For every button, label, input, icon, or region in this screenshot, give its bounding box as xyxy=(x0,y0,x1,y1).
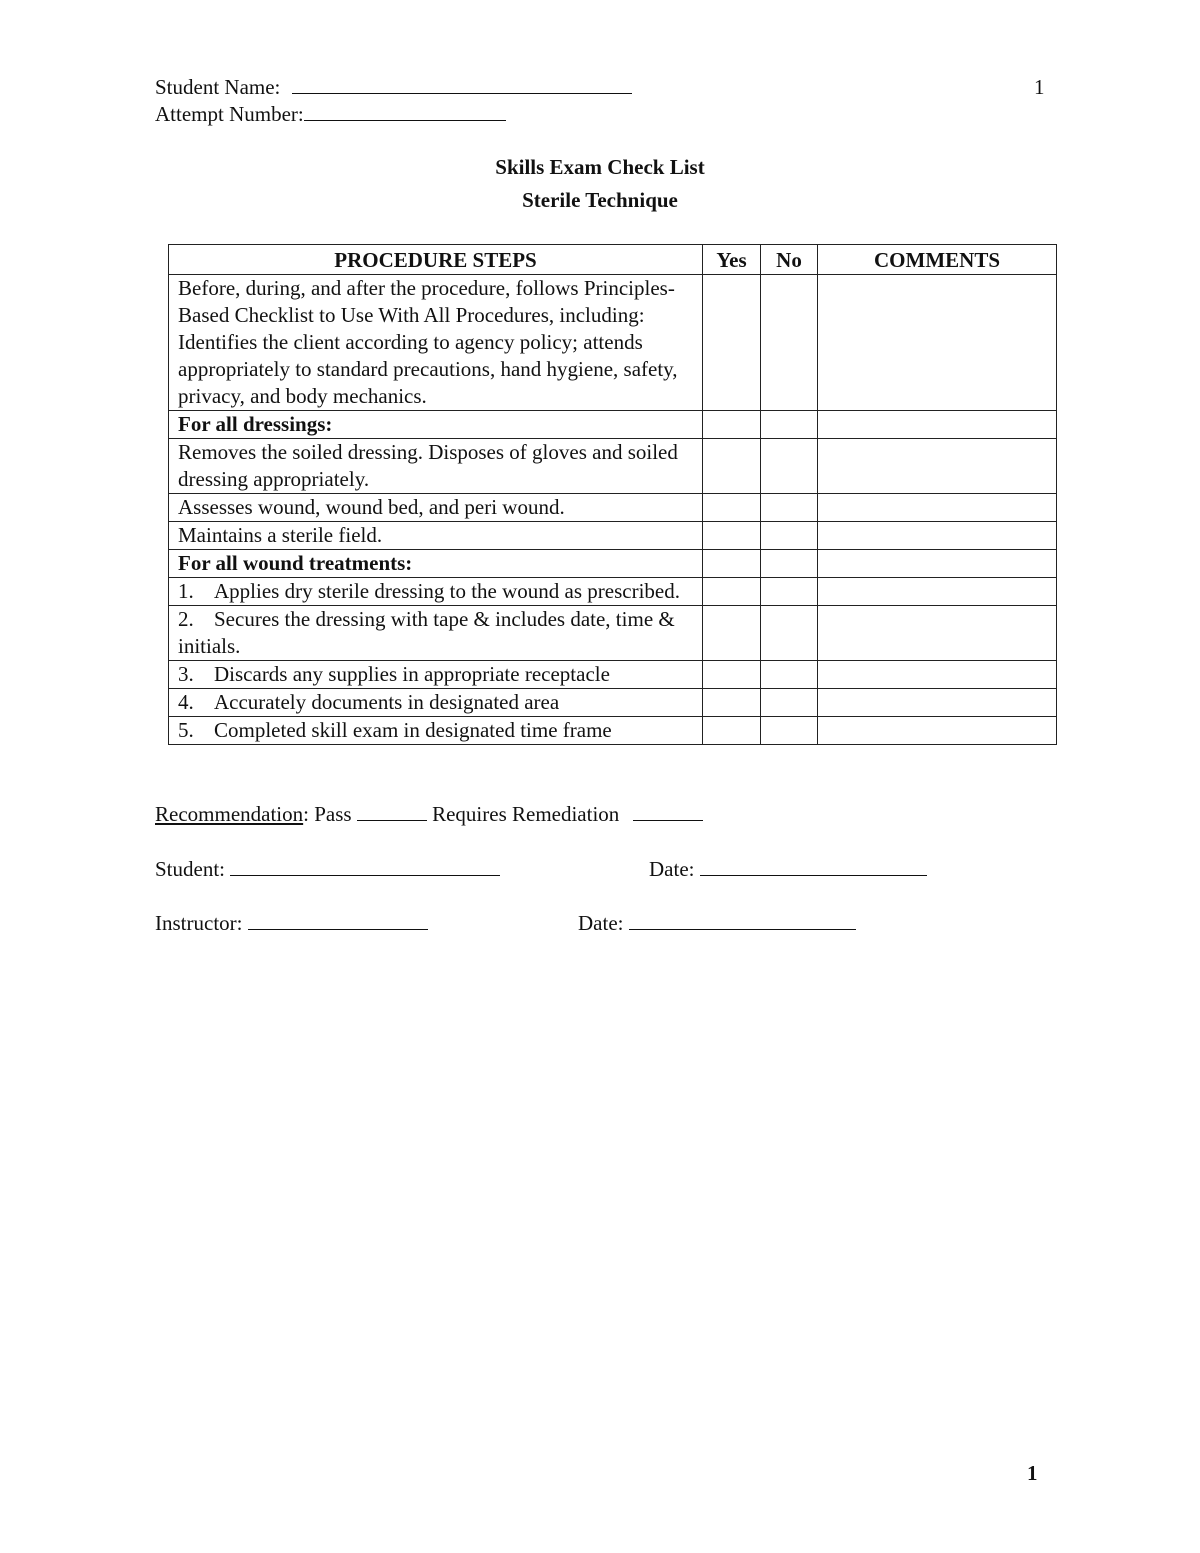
table-row xyxy=(169,578,1057,606)
no-cell[interactable] xyxy=(761,717,818,745)
student-name-field xyxy=(155,74,632,100)
step-number: 3. xyxy=(178,662,194,686)
footer-page-number: 1 xyxy=(1027,1461,1038,1485)
no-cell[interactable] xyxy=(761,578,818,606)
step-text: Maintains a sterile field. xyxy=(169,522,703,550)
student-signature-label: Student: xyxy=(155,857,226,881)
instructor-date-blank[interactable] xyxy=(629,911,856,930)
remediation-blank[interactable] xyxy=(633,802,703,821)
comments-cell[interactable] xyxy=(818,717,1057,745)
procedure-checklist-table xyxy=(168,244,1057,745)
yes-cell[interactable] xyxy=(703,411,761,439)
step-text: Completed skill exam in designated time frame xyxy=(214,718,612,742)
step-text: Accurately documents in designated area xyxy=(214,690,560,714)
no-cell[interactable] xyxy=(761,494,818,522)
step-text: Discards any supplies in appropriate receptacle xyxy=(214,662,610,686)
table-row xyxy=(169,522,1057,550)
attempt-number-field xyxy=(155,101,506,127)
table-header-row xyxy=(169,245,1057,275)
yes-cell[interactable] xyxy=(703,661,761,689)
step-text: Assesses wound, wound bed, and peri wound. xyxy=(169,494,703,522)
attempt-number-blank[interactable] xyxy=(304,102,506,121)
yes-header: Yes xyxy=(703,245,761,275)
yes-cell[interactable] xyxy=(703,522,761,550)
comments-header: COMMENTS xyxy=(818,245,1057,275)
comments-cell[interactable] xyxy=(818,522,1057,550)
table-row xyxy=(169,689,1057,717)
student-date-field xyxy=(649,856,927,882)
comments-cell[interactable] xyxy=(818,411,1057,439)
table-row xyxy=(169,494,1057,522)
recommendation-line xyxy=(155,801,703,827)
comments-cell[interactable] xyxy=(818,550,1057,578)
step-cell xyxy=(169,689,703,717)
step-number: 1. xyxy=(178,579,194,603)
step-text: Secures the dressing with tape & includes date, time & initials. xyxy=(178,607,675,658)
no-cell[interactable] xyxy=(761,661,818,689)
instructor-date-field xyxy=(578,910,856,936)
step-number: 2. xyxy=(178,607,194,631)
table-row xyxy=(169,439,1057,494)
yes-cell[interactable] xyxy=(703,578,761,606)
no-cell[interactable] xyxy=(761,411,818,439)
header-page-number: 1 xyxy=(1034,75,1045,99)
instructor-signature-blank[interactable] xyxy=(248,911,428,930)
student-date-blank[interactable] xyxy=(700,857,927,876)
yes-cell[interactable] xyxy=(703,717,761,745)
table-row xyxy=(169,550,1057,578)
comments-cell[interactable] xyxy=(818,578,1057,606)
table-row xyxy=(169,661,1057,689)
no-cell[interactable] xyxy=(761,550,818,578)
student-signature-field xyxy=(155,856,500,882)
comments-cell[interactable] xyxy=(818,689,1057,717)
yes-cell[interactable] xyxy=(703,689,761,717)
student-name-label: Student Name: xyxy=(155,75,281,99)
comments-cell[interactable] xyxy=(818,661,1057,689)
instructor-signature-field xyxy=(155,910,428,936)
recommendation-colon: : xyxy=(303,802,309,826)
yes-cell[interactable] xyxy=(703,439,761,494)
comments-cell[interactable] xyxy=(818,439,1057,494)
table-row xyxy=(169,275,1057,411)
step-cell xyxy=(169,717,703,745)
section-heading: For all dressings: xyxy=(169,411,703,439)
document-title: Skills Exam Check List xyxy=(495,155,705,179)
no-cell[interactable] xyxy=(761,522,818,550)
table-row xyxy=(169,606,1057,661)
step-number: 5. xyxy=(178,718,194,742)
table-row xyxy=(169,717,1057,745)
step-text: Before, during, and after the procedure, follows Principles-Based Checklist to Use With All Procedures, including: Identifies the client according to agency policy; attends appropriately to standard precautions, hand hygiene, safety, privacy, and body mechanics. xyxy=(169,275,703,411)
attempt-number-label: Attempt Number: xyxy=(155,102,304,126)
yes-cell[interactable] xyxy=(703,550,761,578)
step-text: Removes the soiled dressing. Disposes of gloves and soiled dressing appropriately. xyxy=(169,439,703,494)
section-heading: For all wound treatments: xyxy=(169,550,703,578)
no-cell[interactable] xyxy=(761,275,818,411)
table-row xyxy=(169,411,1057,439)
no-cell[interactable] xyxy=(761,439,818,494)
comments-cell[interactable] xyxy=(818,275,1057,411)
yes-cell[interactable] xyxy=(703,275,761,411)
student-signature-blank[interactable] xyxy=(230,857,500,876)
step-cell xyxy=(169,661,703,689)
pass-blank[interactable] xyxy=(357,802,427,821)
yes-cell[interactable] xyxy=(703,606,761,661)
no-header: No xyxy=(761,245,818,275)
step-cell xyxy=(169,578,703,606)
instructor-date-label: Date: xyxy=(578,911,624,935)
recommendation-label: Recommendation xyxy=(155,802,304,826)
student-date-label: Date: xyxy=(649,857,695,881)
instructor-signature-label: Instructor: xyxy=(155,911,243,935)
comments-cell[interactable] xyxy=(818,494,1057,522)
yes-cell[interactable] xyxy=(703,494,761,522)
step-text: Applies dry sterile dressing to the wound as prescribed. xyxy=(214,579,680,603)
step-cell xyxy=(169,606,703,661)
procedure-steps-header: PROCEDURE STEPS xyxy=(169,245,703,275)
no-cell[interactable] xyxy=(761,689,818,717)
pass-label: Pass xyxy=(314,802,352,826)
remediation-label: Requires Remediation xyxy=(432,802,620,826)
student-name-blank[interactable] xyxy=(292,75,632,94)
step-number: 4. xyxy=(178,690,194,714)
document-subtitle: Sterile Technique xyxy=(522,188,678,212)
no-cell[interactable] xyxy=(761,606,818,661)
comments-cell[interactable] xyxy=(818,606,1057,661)
